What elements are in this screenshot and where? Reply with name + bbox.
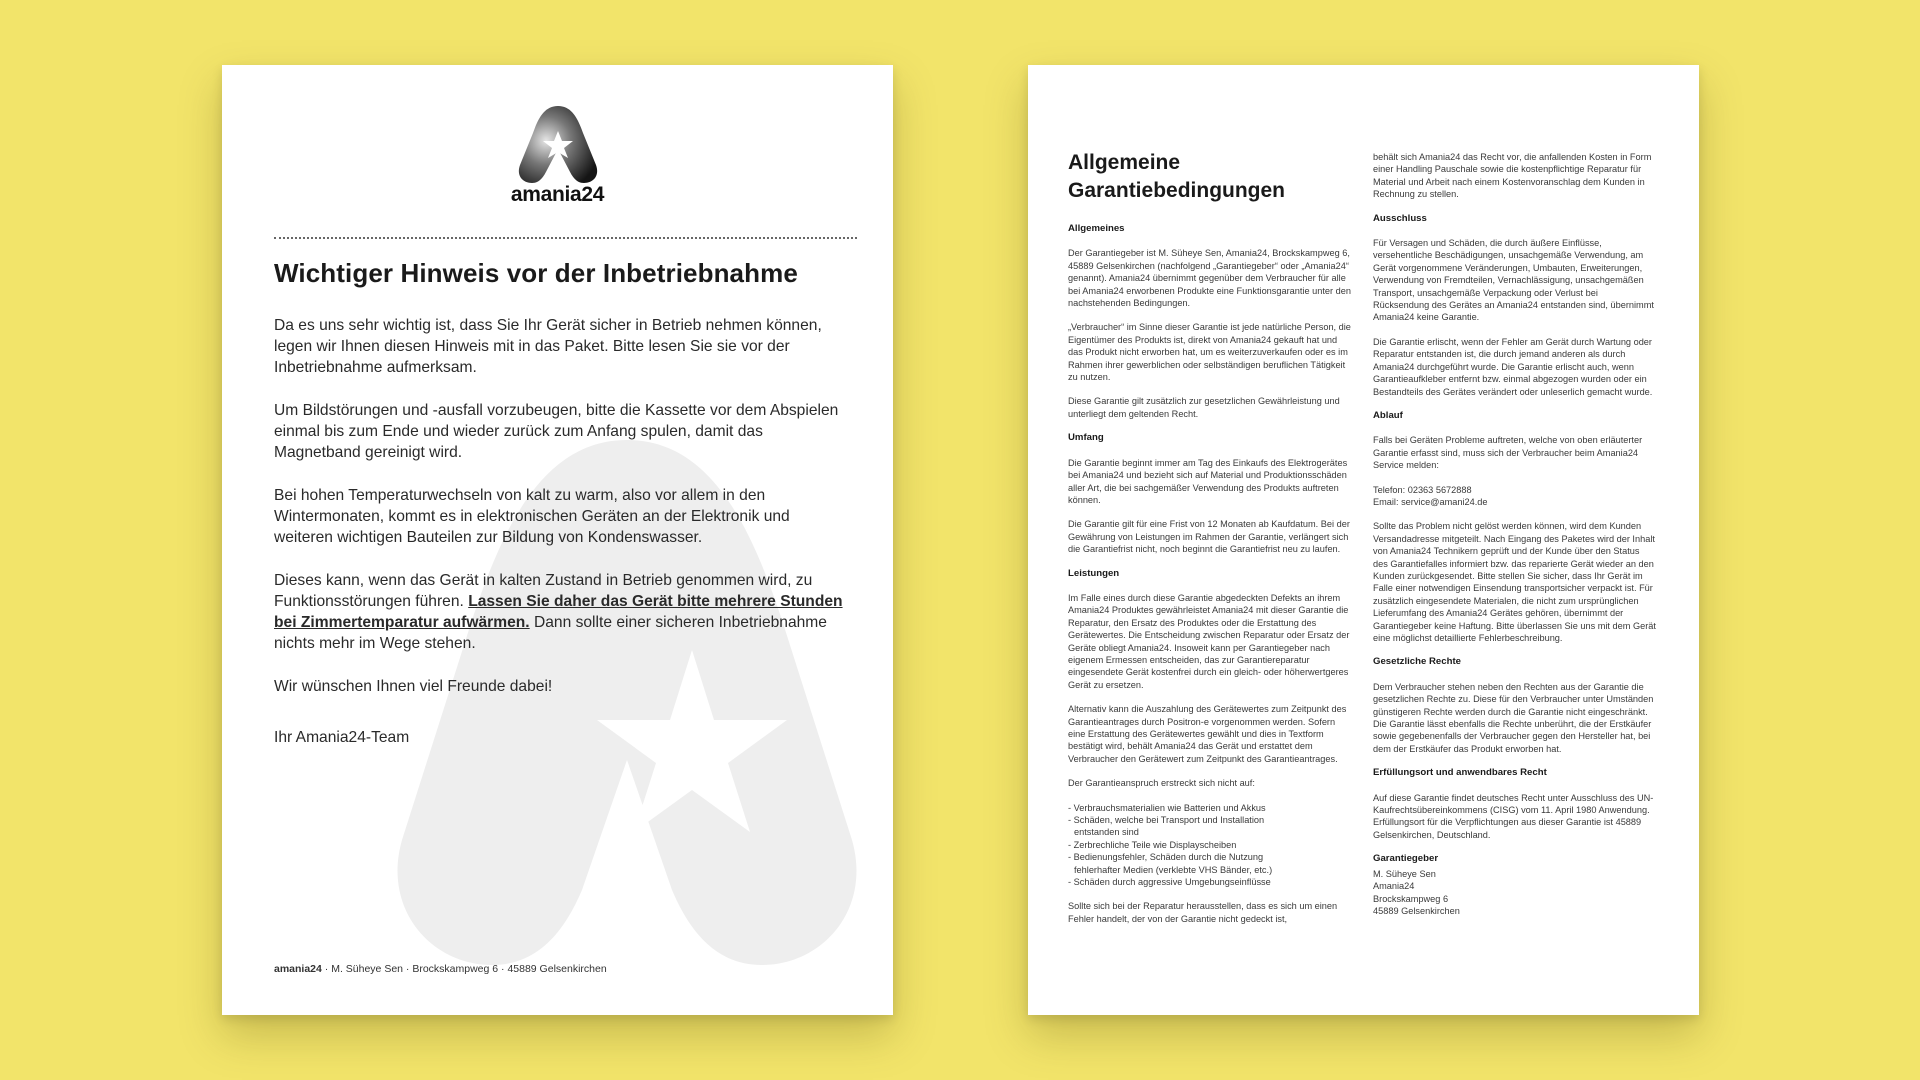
exclusion-list (1068, 802, 1351, 889)
leistungen-text-2: Alternativ kann die Auszahlung des Gerätewertes zum Zeitpunkt des Garantieantrages durch Positron-e vorgenommen werden. Sofern eine Erstattung des Gerätewertes gewählt und dies in Textform bestätigt wird, behält Amania24 das Gerät und erstattet dem Verbraucher den Gerätewert zum Zeitpunkt des Garantieantrages. (1068, 704, 1347, 764)
warranty-column-left (1068, 149, 1351, 937)
umfang-text-1: Die Garantie beginnt immer am Tag des Einkaufs des Elektrogerätes bei Amania24 und bezieht sich auf Material und Produktionsschäden aller Art, die bei sachgemäßer Verwendung des Produkts auftreten können. (1068, 457, 1348, 505)
leistungen-text-4: Sollte sich bei der Reparatur herausstellen, dass es sich um einen Fehler handelt, der von der Garantie nicht gedeckt ist, (1068, 901, 1338, 924)
list-item: - Verbrauchsmaterialien wie Batterien und Akkus (1068, 802, 1266, 813)
warranty-title (1068, 149, 1351, 205)
paragraph-4-end: Dann sollte einer sicheren Inbetriebnahme nichts mehr im Wege stehen. (274, 614, 827, 652)
paragraph-4 (274, 570, 847, 654)
address-line: Brockskampweg 6 (1373, 893, 1449, 904)
list-item: entstanden sind (1074, 827, 1139, 838)
service-email: Email: service@amani24.de (1373, 496, 1488, 507)
warranty-title-line-1: Allgemeine (1068, 151, 1181, 174)
list-item: fehlerhafter Medien (verklebte VHS Bänder, etc.) (1074, 864, 1273, 875)
divider (274, 237, 857, 239)
signature: Ihr Amania24-Team (274, 729, 410, 746)
paragraph-2: Um Bildstörungen und -ausfall vorzubeugen, bitte die Kassette vor dem Abspielen einmal bis zum Ende und wieder zurück zum Anfang spulen, damit das Magnetband gereinigt wird. (274, 402, 839, 461)
paragraph-4-start: Dieses kann, wenn das Gerät in kalten Zustand in Betrieb genommen wird, zu Funktionsstörungen führen. (274, 572, 813, 610)
ablauf-text-1: Falls bei Geräten Probleme auftreten, welche von oben erläuterter Garantie erfasst sind, muss sich der Verbraucher beim Amania24 Service melden: (1373, 435, 1643, 471)
list-item: - Bedienungsfehler, Schäden durch die Nutzung (1068, 852, 1264, 863)
allgemeines-text-1: Der Garantiegeber ist M. Süheye Sen, Amania24, Brockskampweg 6, 45889 Gelsenkirchen (nachfolgend „Garantiegeber“ oder „Amania24“ genannt). Amania24 übernimmt gegenüber dem Verbraucher für alle bei Amania24 erworbenen Produkte eine Funktionsgarantie unter den nachstehenden Bedingungen. (1068, 248, 1351, 309)
list-item: - Schäden durch aggressive Umgebungseinflüsse (1068, 877, 1271, 888)
page-title: Wichtiger Hinweis vor der Inbetriebnahme (274, 258, 798, 288)
section-heading-ausschluss: Ausschluss (1373, 212, 1427, 224)
erfuellungsort-text: Auf diese Garantie findet deutsches Recht unter Ausschluss des UN-Kaufrechtsübereinkommens (CISG) vom 11. April 1980 Anwendung. Erfüllungsort für die Verpflichtungen aus dieser Garantie ist 45889 Gelsenkirchen, Deutschland. (1373, 792, 1654, 840)
paragraph-5: Wir wünschen Ihnen viel Freunde dabei! (274, 678, 553, 695)
paragraph-4-emphasis: Lassen Sie daher das Gerät bitte mehrere Stunden bei Zimmertemparatur aufwärmen. (274, 593, 843, 631)
brand-logo (222, 103, 893, 207)
section-heading-garantiegeber: Garantiegeber (1373, 853, 1439, 865)
rechte-text: Dem Verbraucher stehen neben den Rechten aus der Garantie die gesetzlichen Rechte zu. Diese für den Verbraucher unter Umständen günstigeren Rechte werden durch die Garantie nicht eingeschränkt. Die Garantie lässt ebenfalls die Rechte unberührt, die der Erstkäufer sowie gegebenenfalls der Verbraucher gegen den Hersteller hat, bei dem der Erstkäufer das Produkt erworben hat. (1373, 681, 1654, 754)
notice-body (274, 315, 847, 770)
continued-text: behält sich Amania24 das Recht vor, die anfallenden Kosten in Form einer Handling Pauschale sowie die kostenpflichtige Reparatur für Material und Arbeit nach einem Kostenvoranschlag dem Kunden in Rechnung zu stellen. (1373, 152, 1652, 200)
footer (274, 963, 607, 975)
footer-address: · M. Süheye Sen · Brockskampweg 6 · 45889 Gelsenkirchen (321, 963, 607, 975)
warranty-sheet (1028, 65, 1699, 1015)
umfang-text-2: Die Garantie gilt für eine Frist von 12 Monaten ab Kaufdatum. Bei der Gewährung von Leistungen im Rahmen der Garantie, verlängert sich die Garantiefrist nicht, noch beginnt die Garantiefrist neu zu laufen. (1068, 519, 1350, 555)
section-heading-ablauf: Ablauf (1373, 409, 1403, 421)
address-line: M. Süheye Sen (1373, 868, 1436, 879)
amania24-logo-icon (514, 103, 602, 185)
ablauf-text-2: Sollte das Problem nicht gelöst werden können, wird dem Kunden Versandadresse mitgeteilt. Nach Eingang des Paketes wird der Inhalt von Amania24 Technikern geprüft und der Kunde über den Status des Garantiefalles informiert bzw. das reparierte Gerät wieder an den Kunden zurückgesendet. Bitte stellen Sie sicher, dass Ihr Gerät im Falle einer notwendigen Einsendung transportsicher verpackt ist. Für zusätzlich eingesendete Materialen, die nicht zum ursprünglichen Lieferumfang des Amania24 Gerätes gehören, übernimmt der Garantiegeber keine Haftung. Bitte überlassen Sie uns mit dem Gerät eine möglichst detaillierte Fehlerbeschreibung. (1373, 521, 1656, 643)
logo-wordmark: amania24 (510, 183, 605, 206)
list-item: - Zerbrechliche Teile wie Displayscheiben (1068, 839, 1237, 850)
allgemeines-text-3: Diese Garantie gilt zusätzlich zur gesetzlichen Gewährleistung und unterliegt dem geltenden Recht. (1068, 396, 1340, 419)
list-item: - Schäden, welche bei Transport und Installation (1068, 815, 1265, 826)
warranty-title-line-2: Garantiebedingungen (1068, 179, 1286, 202)
notice-sheet (222, 65, 893, 1015)
leistungen-text-3: Der Garantieanspruch erstreckt sich nicht auf: (1068, 778, 1255, 789)
paragraph-1: Da es uns sehr wichtig ist, dass Sie Ihr Gerät sicher in Betrieb nehmen können, legen wir Ihnen diesen Hinweis mit in das Paket. Bitte lesen Sie sie vor der Inbetriebnahme aufmerksam. (274, 317, 822, 376)
section-heading-erfuellungsort: Erfüllungsort und anwendbares Recht (1373, 767, 1547, 779)
section-heading-gesetzliche-rechte: Gesetzliche Rechte (1373, 656, 1461, 668)
section-heading-allgemeines: Allgemeines (1068, 223, 1125, 234)
footer-brand: amania24 (274, 963, 322, 975)
address-line: Amania24 (1373, 881, 1415, 892)
address-line: 45889 Gelsenkirchen (1373, 905, 1460, 916)
leistungen-text-1: Im Falle eines durch diese Garantie abgedeckten Defekts an ihrem Amania24 Produktes gewährleistet Amania24 mit dieser Garantie die Reparatur, den Ersatz des Produktes oder die Erstattung des Gerätewertes. Die Entscheidung zwischen Reparatur oder Ersatz der Geräte obliegt Amania24. Insoweit kann per Garantiegeber nach eigenem Ermessen entscheiden, das zur Garantiereparatur eingesendete Gerät kostenfrei durch ein gleich- oder höherwertgeres Gerät zu ersetzen. (1068, 592, 1350, 690)
allgemeines-text-2: „Verbraucher“ im Sinne dieser Garantie ist jede natürliche Person, die Eigentümer des Produkts ist, direkt von Amania24 gekauft hat und das Produkt nicht erworben hat, um es weiterzuverkaufen oder es im Rahmen ihrer gewerblichen oder selbständigen beruflichen Tätigkeit zu nutzen. (1068, 322, 1351, 383)
paragraph-3: Bei hohen Temperaturwechseln von kalt zu warm, also vor allem in den Wintermonaten, kommt es in elektronischen Geräten an der Elektronik und weiteren wichtigen Bauteilen zur Bildung von Kondenswasser. (274, 487, 790, 546)
ausschluss-text-2: Die Garantie erlischt, wenn der Fehler am Gerät durch Wartung oder Reparatur entstanden ist, die durch jemand anderen als durch Amania24 durchgeführt wurde. Die Garantie erlischt auch, wenn Garantieaufkleber entfernt bzw. einmal abgezogen wurden oder ein Bestandteils des Gerätes verändert oder unleserlich gemacht wurde. (1373, 336, 1653, 397)
service-phone: Telefon: 02363 5672888 (1373, 484, 1472, 495)
ausschluss-text-1: Für Versagen und Schäden, die durch äußere Einflüsse, versehentliche Beschädigungen, unsachgemäße Verwendung, am Gerät vorgenommene Veränderungen, Umbauten, Erweiterungen, Verwendung von Fremdteilen, Vernachlässigung, unsachgemäßen Transport, unsachgemäße Verpackung oder Verlust bei Rücksendung des Gerätes an Amania24 entstanden sind, übernimmt Amania24 keine Garantie. (1373, 238, 1654, 323)
section-heading-umfang: Umfang (1068, 432, 1104, 444)
section-heading-leistungen: Leistungen (1068, 567, 1120, 579)
warranty-column-right (1373, 151, 1656, 917)
